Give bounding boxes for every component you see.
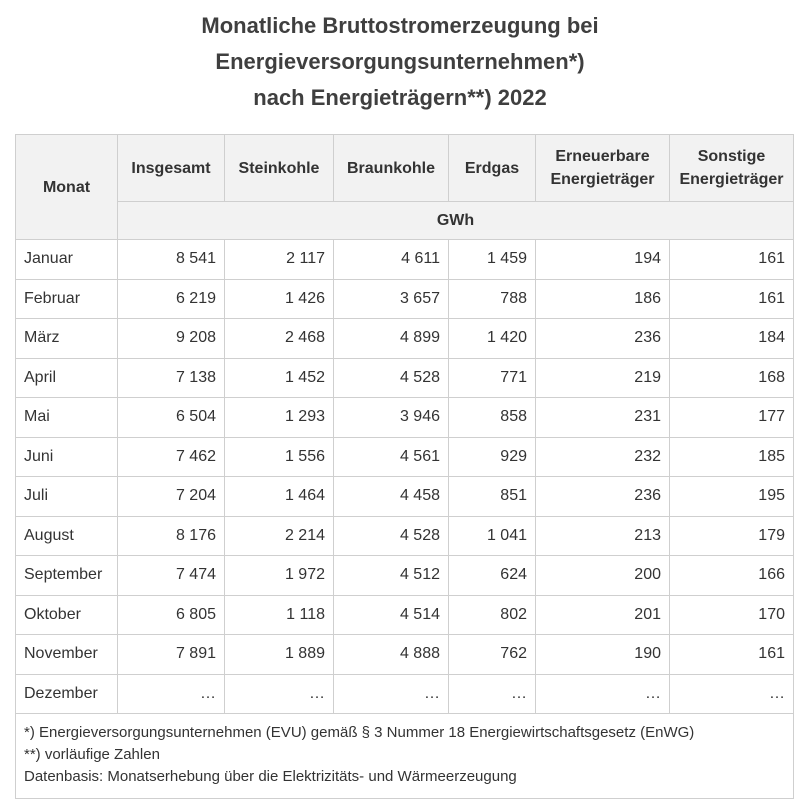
footnote-vorlaeufig: **) vorläufige Zahlen — [24, 746, 160, 763]
value-cell: 4 528 — [334, 358, 449, 398]
value-cell: 1 426 — [225, 279, 334, 319]
value-cell: 2 214 — [225, 516, 334, 556]
header-steinkohle: Steinkohle — [225, 135, 334, 202]
month-cell: Februar — [16, 279, 118, 319]
table-row — [16, 398, 794, 438]
table-row — [16, 279, 794, 319]
value-cell: 802 — [449, 595, 536, 635]
value-cell: 161 — [670, 279, 794, 319]
header-month: Monat — [16, 135, 118, 240]
value-cell: 4 561 — [334, 437, 449, 477]
value-cell: 2 117 — [225, 240, 334, 280]
footnotes — [16, 714, 794, 799]
value-cell: 1 972 — [225, 556, 334, 596]
value-cell: 236 — [536, 319, 670, 359]
value-cell: 4 458 — [334, 477, 449, 517]
header-insgesamt: Insgesamt — [118, 135, 225, 202]
value-cell: … — [670, 674, 794, 714]
value-cell: 1 041 — [449, 516, 536, 556]
value-cell: 7 204 — [118, 477, 225, 517]
value-cell: 177 — [670, 398, 794, 438]
title-line-2: Energieversorgungsunternehmen*) — [215, 49, 585, 74]
value-cell: … — [225, 674, 334, 714]
value-cell: 4 514 — [334, 595, 449, 635]
value-cell: 1 464 — [225, 477, 334, 517]
footnote-datenbasis: Datenbasis: Monatserhebung über die Elektrizitäts- und Wärmeerzeugung — [24, 768, 517, 785]
table-title — [0, 0, 800, 124]
value-cell: 851 — [449, 477, 536, 517]
value-cell: 1 118 — [225, 595, 334, 635]
value-cell: 4 899 — [334, 319, 449, 359]
value-cell: 1 420 — [449, 319, 536, 359]
month-cell: November — [16, 635, 118, 675]
value-cell: 179 — [670, 516, 794, 556]
month-cell: Januar — [16, 240, 118, 280]
header-sonstige: Sonstige Energieträger — [670, 135, 794, 202]
table-row — [16, 556, 794, 596]
value-cell: 190 — [536, 635, 670, 675]
month-cell: Juni — [16, 437, 118, 477]
value-cell: 858 — [449, 398, 536, 438]
value-cell: 1 459 — [449, 240, 536, 280]
value-cell: … — [449, 674, 536, 714]
table-row — [16, 635, 794, 675]
value-cell: 6 805 — [118, 595, 225, 635]
table-row — [16, 516, 794, 556]
month-cell: Juli — [16, 477, 118, 517]
value-cell: 195 — [670, 477, 794, 517]
value-cell: 6 219 — [118, 279, 225, 319]
table-row — [16, 437, 794, 477]
value-cell: 186 — [536, 279, 670, 319]
month-cell: April — [16, 358, 118, 398]
month-cell: Dezember — [16, 674, 118, 714]
header-braunkohle: Braunkohle — [334, 135, 449, 202]
value-cell: 200 — [536, 556, 670, 596]
table-row — [16, 319, 794, 359]
value-cell: 624 — [449, 556, 536, 596]
month-cell: Mai — [16, 398, 118, 438]
value-cell: 231 — [536, 398, 670, 438]
value-cell: 9 208 — [118, 319, 225, 359]
month-cell: März — [16, 319, 118, 359]
value-cell: 3 946 — [334, 398, 449, 438]
value-cell: 1 556 — [225, 437, 334, 477]
value-cell: 1 452 — [225, 358, 334, 398]
value-cell: 6 504 — [118, 398, 225, 438]
header-unit: GWh — [118, 202, 794, 240]
table-row — [16, 477, 794, 517]
value-cell: … — [118, 674, 225, 714]
value-cell: 4 888 — [334, 635, 449, 675]
footnote-evu: *) Energieversorgungsunternehmen (EVU) gemäß § 3 Nummer 18 Energiewirtschaftsgesetz (EnWG) — [24, 724, 695, 741]
value-cell: 762 — [449, 635, 536, 675]
value-cell: 185 — [670, 437, 794, 477]
value-cell: 7 462 — [118, 437, 225, 477]
value-cell: 219 — [536, 358, 670, 398]
value-cell: 7 138 — [118, 358, 225, 398]
month-cell: August — [16, 516, 118, 556]
value-cell: 2 468 — [225, 319, 334, 359]
value-cell: 168 — [670, 358, 794, 398]
value-cell: 4 611 — [334, 240, 449, 280]
value-cell: 8 541 — [118, 240, 225, 280]
header-erdgas: Erdgas — [449, 135, 536, 202]
data-table — [15, 134, 794, 799]
table-row — [16, 674, 794, 714]
month-cell: Oktober — [16, 595, 118, 635]
title-line-3: nach Energieträgern**) 2022 — [253, 85, 547, 110]
table-row — [16, 358, 794, 398]
value-cell: … — [536, 674, 670, 714]
value-cell: 213 — [536, 516, 670, 556]
value-cell: 4 512 — [334, 556, 449, 596]
value-cell: 194 — [536, 240, 670, 280]
value-cell: 161 — [670, 240, 794, 280]
table-body — [16, 240, 794, 714]
header-erneuerbare: Erneuerbare Energieträger — [536, 135, 670, 202]
value-cell: 771 — [449, 358, 536, 398]
value-cell: … — [334, 674, 449, 714]
value-cell: 1 889 — [225, 635, 334, 675]
value-cell: 8 176 — [118, 516, 225, 556]
value-cell: 184 — [670, 319, 794, 359]
value-cell: 7 474 — [118, 556, 225, 596]
value-cell: 4 528 — [334, 516, 449, 556]
title-line-1: Monatliche Bruttostromerzeugung bei — [201, 13, 599, 38]
value-cell: 161 — [670, 635, 794, 675]
table-row — [16, 595, 794, 635]
table-row — [16, 240, 794, 280]
value-cell: 929 — [449, 437, 536, 477]
value-cell: 201 — [536, 595, 670, 635]
value-cell: 1 293 — [225, 398, 334, 438]
value-cell: 170 — [670, 595, 794, 635]
value-cell: 232 — [536, 437, 670, 477]
value-cell: 166 — [670, 556, 794, 596]
value-cell: 3 657 — [334, 279, 449, 319]
value-cell: 7 891 — [118, 635, 225, 675]
month-cell: September — [16, 556, 118, 596]
value-cell: 236 — [536, 477, 670, 517]
value-cell: 788 — [449, 279, 536, 319]
